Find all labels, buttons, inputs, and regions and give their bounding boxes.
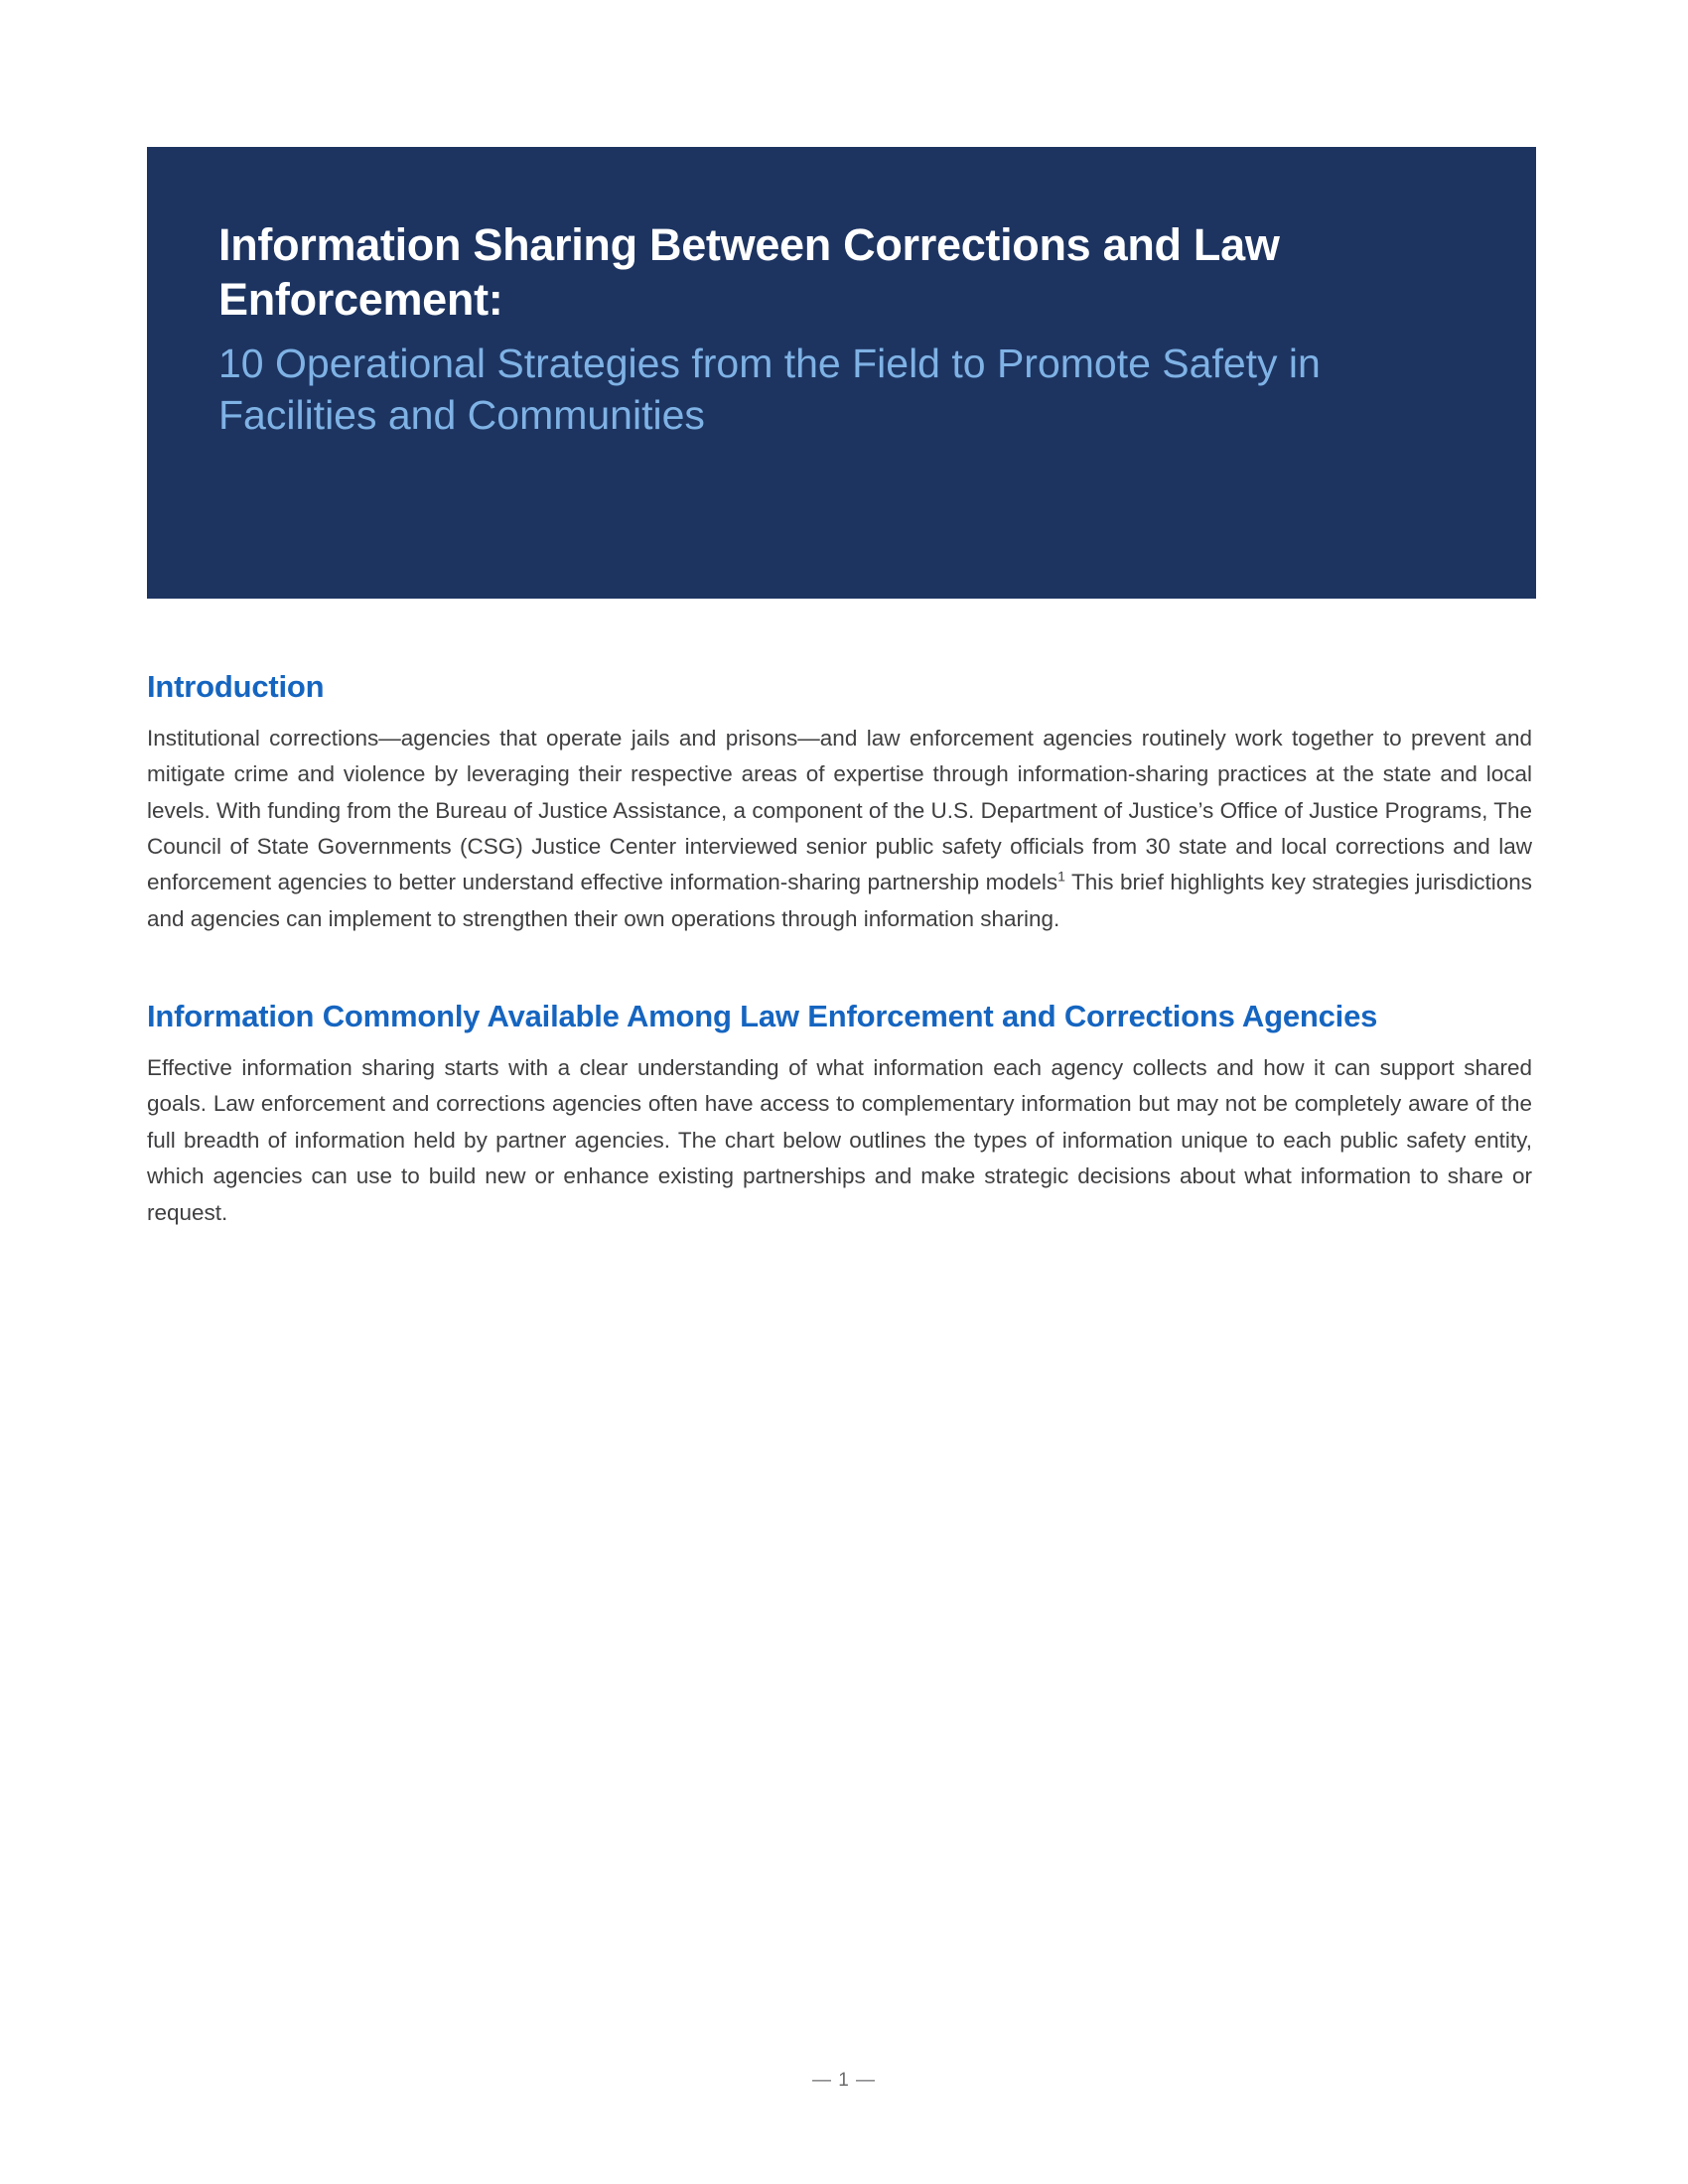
section-heading-introduction: Introduction: [147, 669, 325, 704]
page-footer: [0, 2070, 1688, 2092]
document-subtitle: 10 Operational Strategies from the Field to Promote Safety in Facilities and Communities: [218, 340, 1321, 439]
information-commonly-available-paragraph: Effective information sharing starts with a clear understanding of what information each agency collects and how it can support shared goals. Law enforcement and corrections agencies often have access to complementary information but may not be completely aware of the full breadth of information held by partner agencies. The chart below outlines the types of information unique to each public safety entity, which agencies can use to build new or enhance existing partnerships and make strategic decisions about what information to share or request.: [147, 1054, 1532, 1225]
document-title: Information Sharing Between Corrections and Law Enforcement:: [218, 219, 1280, 325]
footnote-reference: 1: [1057, 868, 1065, 885]
introduction-paragraph: [147, 721, 1532, 938]
introduction-text-part-1: Institutional corrections—agencies that operate jails and prisons—and law enforcement agencies routinely work together to prevent and mitigate crime and violence by leveraging their respective areas of expertise through information-sharing practices at the state and local levels. With funding from the Bureau of Justice Assistance, a component of the U.S. Department of Justice’s Office of Justice Programs, The Council of State Governments (CSG) Justice Center interviewed senior public safety officials from 30 state and local corrections and law enforcement agencies to better understand effective information-sharing partnership models: [147, 725, 1532, 895]
section-heading-information-commonly-available: Information Commonly Available Among Law Enforcement and Corrections Agencies: [147, 999, 1378, 1034]
title-banner: [147, 147, 1536, 599]
page-number: — 1 —: [811, 2070, 877, 2091]
document-body: [147, 667, 1537, 1231]
section-spacer: [147, 937, 1537, 997]
introduction-text-part-2: This brief highlights key strategies jurisdictions and agencies can implement to strengthen their own operations through information sharing.: [147, 870, 1533, 931]
